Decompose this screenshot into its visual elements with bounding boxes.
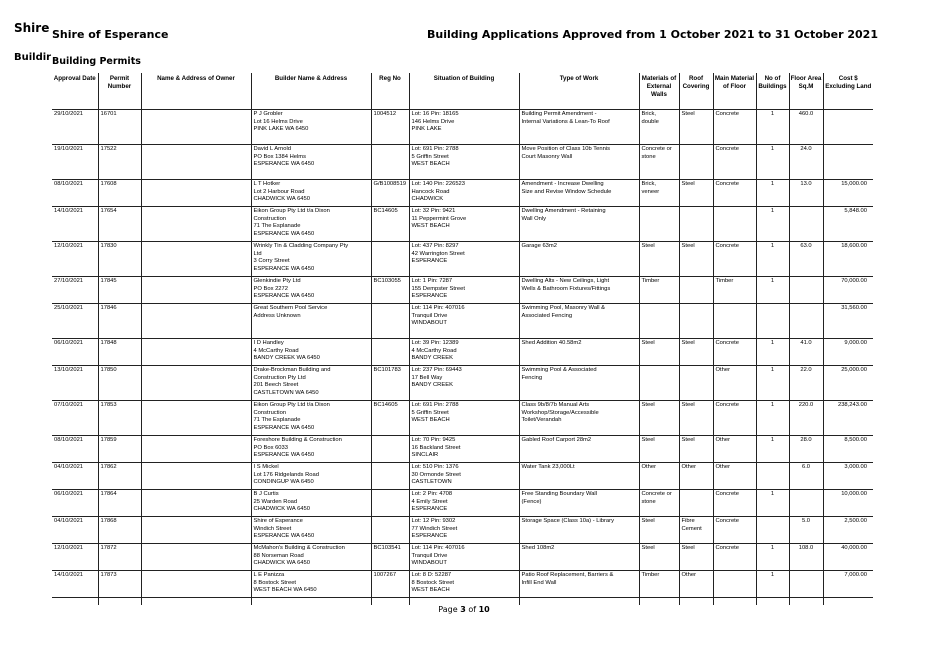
situation-cell: Lot: 70 Pin: 9425 16 Backland Street SINCLAIR <box>409 436 519 463</box>
permit-number-cell: 17522 <box>98 145 141 180</box>
situation-cell: Lot: 691 Pin: 2788 5 Griffin Street WEST BEACH <box>409 401 519 436</box>
cost-cell: 15,000.00 <box>823 180 873 207</box>
owner-cell <box>141 145 251 180</box>
external-walls-cell <box>639 304 679 339</box>
approval-date-cell: 13/10/2021 <box>52 366 98 401</box>
floor-material-cell: Concrete <box>713 145 756 180</box>
no-buildings-cell: 1 <box>756 207 789 242</box>
no-buildings-cell <box>756 463 789 490</box>
col-permit-number: Permit Number <box>98 73 141 110</box>
approval-date-cell: 14/10/2021 <box>52 571 98 598</box>
table-row <box>52 339 873 366</box>
empty-cell <box>679 598 713 605</box>
type-of-work-cell: Patio Roof Replacement, Barriers & Infill End Wall <box>519 571 639 598</box>
approval-date-cell: 12/10/2021 <box>52 544 98 571</box>
permit-number-cell: 17846 <box>98 304 141 339</box>
approval-date-cell: 08/10/2021 <box>52 180 98 207</box>
owner-cell <box>141 242 251 277</box>
roof-covering-cell <box>679 304 713 339</box>
owner-cell <box>141 436 251 463</box>
type-of-work-cell: Swimming Pool, Masonry Wall & Associated Fencing <box>519 304 639 339</box>
col-type-of-work: Type of Work <box>519 73 639 110</box>
reg-no-cell: G/B1008519 <box>371 180 409 207</box>
permit-number-cell: 17853 <box>98 401 141 436</box>
external-walls-cell: Steel <box>639 242 679 277</box>
cost-cell: 25,000.00 <box>823 366 873 401</box>
reg-no-cell: BC14605 <box>371 401 409 436</box>
situation-cell: Lot: 437 Pin: 8297 42 Warrington Street ESPERANCE <box>409 242 519 277</box>
approval-date-cell: 19/10/2021 <box>52 145 98 180</box>
floor-area-cell: 5.0 <box>789 517 823 544</box>
floor-area-cell: 28.0 <box>789 436 823 463</box>
roof-covering-cell: Other <box>679 463 713 490</box>
table-row <box>52 544 873 571</box>
external-walls-cell: Steel <box>639 436 679 463</box>
approval-date-cell: 04/10/2021 <box>52 517 98 544</box>
no-buildings-cell <box>756 304 789 339</box>
page-current: 3 <box>460 605 466 614</box>
empty-cell <box>639 598 679 605</box>
builder-cell: L E Panizza 8 Bostock Street WEST BEACH WA 6450 <box>251 571 371 598</box>
approval-date-cell: 25/10/2021 <box>52 304 98 339</box>
builder-cell: P J Grobler Lot 16 Helms Drive PINK LAKE WA 6450 <box>251 110 371 145</box>
floor-material-cell: Timber <box>713 277 756 304</box>
external-walls-cell: Steel <box>639 339 679 366</box>
cost-cell: 9,000.00 <box>823 339 873 366</box>
no-buildings-cell: 1 <box>756 180 789 207</box>
reg-no-cell: BC14605 <box>371 207 409 242</box>
external-walls-cell: Concrete or stone <box>639 490 679 517</box>
floor-area-cell: 108.0 <box>789 544 823 571</box>
builder-cell: Shire of Esperance Windich Street ESPERANCE WA 6450 <box>251 517 371 544</box>
no-buildings-cell: 1 <box>756 366 789 401</box>
type-of-work-cell: Gabled Roof Carport 28m2 <box>519 436 639 463</box>
roof-covering-cell: Steel <box>679 339 713 366</box>
reg-no-cell <box>371 517 409 544</box>
cost-cell: 5,848.00 <box>823 207 873 242</box>
table-row <box>52 436 873 463</box>
permits-table-wrapper <box>52 73 873 605</box>
approval-date-cell: 04/10/2021 <box>52 463 98 490</box>
roof-covering-cell <box>679 366 713 401</box>
external-walls-cell: Timber <box>639 571 679 598</box>
table-row <box>52 463 873 490</box>
owner-cell <box>141 463 251 490</box>
floor-material-cell <box>713 304 756 339</box>
situation-cell: Lot: 114 Pin: 407016 Tranquil Drive WINDABOUT <box>409 544 519 571</box>
approval-date-cell: 12/10/2021 <box>52 242 98 277</box>
builder-cell: David L Arnold PO Box 1384 Helms ESPERANCE WA 6450 <box>251 145 371 180</box>
reg-no-cell <box>371 145 409 180</box>
reg-no-cell: 1007267 <box>371 571 409 598</box>
col-roof-covering: Roof Covering <box>679 73 713 110</box>
roof-covering-cell <box>679 277 713 304</box>
permit-number-cell: 17872 <box>98 544 141 571</box>
situation-cell: Lot: 691 Pin: 2788 5 Griffin Street WEST BEACH <box>409 145 519 180</box>
situation-cell: Lot: 510 Pin: 1376 30 Ormonde Street CASTLETOWN <box>409 463 519 490</box>
cost-cell: 238,243.00 <box>823 401 873 436</box>
reg-no-cell: BC101783 <box>371 366 409 401</box>
no-buildings-cell: 1 <box>756 571 789 598</box>
situation-cell: Lot: 39 Pin: 12389 4 McCarthy Road BANDY CREEK <box>409 339 519 366</box>
cost-cell: 31,560.00 <box>823 304 873 339</box>
page-total: 10 <box>478 605 490 614</box>
empty-cell <box>409 598 519 605</box>
floor-area-cell <box>789 304 823 339</box>
builder-cell: Great Southern Pool Service Address Unknown <box>251 304 371 339</box>
empty-cell <box>52 598 98 605</box>
roof-covering-cell: Other <box>679 571 713 598</box>
type-of-work-cell: Storage Space (Class 10a) - Library <box>519 517 639 544</box>
external-walls-cell: Steel <box>639 544 679 571</box>
table-row <box>52 517 873 544</box>
situation-cell: Lot: 2 Pin: 4708 4 Emily Street ESPERANCE <box>409 490 519 517</box>
empty-cell <box>251 598 371 605</box>
builder-cell: I D Handley 4 McCarthy Road BANDY CREEK WA 6450 <box>251 339 371 366</box>
type-of-work-cell: Class 9b/8/7b Manual Arts Workshop/Storage/Accessible Toilet/Verandah <box>519 401 639 436</box>
floor-area-cell: 41.0 <box>789 339 823 366</box>
external-walls-cell: Brick, double <box>639 110 679 145</box>
owner-cell <box>141 180 251 207</box>
owner-cell <box>141 277 251 304</box>
table-row <box>52 366 873 401</box>
builder-cell: Wrinkly Tin & Cladding Company Pty Ltd 3 Corry Street ESPERANCE WA 6450 <box>251 242 371 277</box>
builder-cell: McMahon's Building & Construction 88 Norseman Road CHADWICK WA 6450 <box>251 544 371 571</box>
floor-area-cell <box>789 490 823 517</box>
external-walls-cell: Steel <box>639 401 679 436</box>
no-buildings-cell: 1 <box>756 145 789 180</box>
floor-material-cell: Concrete <box>713 110 756 145</box>
permit-number-cell: 17868 <box>98 517 141 544</box>
reg-no-cell <box>371 463 409 490</box>
type-of-work-cell: Shed 108m2 <box>519 544 639 571</box>
external-walls-cell <box>639 207 679 242</box>
reg-no-cell <box>371 490 409 517</box>
type-of-work-cell: Building Permit Amendment - Internal Variations & Lean-To Roof <box>519 110 639 145</box>
floor-material-cell: Concrete <box>713 180 756 207</box>
permit-number-cell: 17608 <box>98 180 141 207</box>
type-of-work-cell: Dwelling Amendment - Retaining Wall Only <box>519 207 639 242</box>
empty-cell <box>519 598 639 605</box>
col-external-walls: Materials of External Walls <box>639 73 679 110</box>
roof-covering-cell: Steel <box>679 436 713 463</box>
approval-date-cell: 29/10/2021 <box>52 110 98 145</box>
empty-cell <box>98 598 141 605</box>
report-title: Building Applications Approved from 1 October 2021 to 31 October 2021 <box>427 28 878 41</box>
no-buildings-cell: 1 <box>756 277 789 304</box>
permit-number-cell: 17850 <box>98 366 141 401</box>
type-of-work-cell: Water Tank 23,000Lt <box>519 463 639 490</box>
roof-covering-cell: Steel <box>679 544 713 571</box>
approval-date-cell: 07/10/2021 <box>52 401 98 436</box>
reg-no-cell <box>371 339 409 366</box>
floor-material-cell: Other <box>713 436 756 463</box>
floor-material-cell: Concrete <box>713 401 756 436</box>
table-row <box>52 110 873 145</box>
external-walls-cell: Steel <box>639 517 679 544</box>
empty-cell <box>371 598 409 605</box>
situation-cell: Lot: 237 Pin: 69443 17 Bell Way BANDY CREEK <box>409 366 519 401</box>
col-approval-date: Approval Date <box>52 73 98 110</box>
floor-area-cell <box>789 571 823 598</box>
roof-covering-cell: Steel <box>679 401 713 436</box>
type-of-work-cell: Shed Addition 40.58m2 <box>519 339 639 366</box>
cost-cell <box>823 145 873 180</box>
no-buildings-cell: 1 <box>756 436 789 463</box>
table-row-empty <box>52 598 873 605</box>
approval-date-cell: 14/10/2021 <box>52 207 98 242</box>
type-of-work-cell: Free Standing Boundary Wall (Fence) <box>519 490 639 517</box>
cost-cell: 70,000.00 <box>823 277 873 304</box>
cost-cell: 7,000.00 <box>823 571 873 598</box>
permit-number-cell: 17845 <box>98 277 141 304</box>
empty-cell <box>756 598 789 605</box>
roof-covering-cell <box>679 207 713 242</box>
owner-cell <box>141 366 251 401</box>
table-row <box>52 304 873 339</box>
floor-material-cell <box>713 571 756 598</box>
floor-material-cell: Other <box>713 463 756 490</box>
cost-cell: 2,500.00 <box>823 517 873 544</box>
floor-material-cell: Concrete <box>713 339 756 366</box>
col-no-buildings: No of Buildings <box>756 73 789 110</box>
builder-cell: I S Mickel Lot 176 Ridgelands Road CONDINGUP WA 6450 <box>251 463 371 490</box>
table-row <box>52 490 873 517</box>
roof-covering-cell: Steel <box>679 110 713 145</box>
reg-no-cell <box>371 436 409 463</box>
permits-table <box>52 73 873 605</box>
table-row <box>52 277 873 304</box>
no-buildings-cell: 1 <box>756 401 789 436</box>
situation-cell: Lot: 1 Pin: 7287 155 Dempster Street ESPERANCE <box>409 277 519 304</box>
reg-no-cell <box>371 304 409 339</box>
empty-cell <box>141 598 251 605</box>
floor-area-cell <box>789 207 823 242</box>
col-builder: Builder Name & Address <box>251 73 371 110</box>
cost-cell: 40,000.00 <box>823 544 873 571</box>
col-floor-area: Floor Area Sq.M <box>789 73 823 110</box>
owner-cell <box>141 571 251 598</box>
floor-material-cell: Concrete <box>713 544 756 571</box>
section-title: Building Permits <box>52 56 141 67</box>
builder-cell: B J Curtis 25 Warden Road CHADWICK WA 6450 <box>251 490 371 517</box>
owner-cell <box>141 304 251 339</box>
no-buildings-cell: 1 <box>756 544 789 571</box>
table-header-row <box>52 73 873 110</box>
no-buildings-cell <box>756 517 789 544</box>
cost-cell: 18,600.00 <box>823 242 873 277</box>
permit-number-cell: 17654 <box>98 207 141 242</box>
external-walls-cell: Brick, veneer <box>639 180 679 207</box>
permit-number-cell: 17873 <box>98 571 141 598</box>
col-situation: Situation of Building <box>409 73 519 110</box>
floor-area-cell: 63.0 <box>789 242 823 277</box>
permit-number-cell: 17864 <box>98 490 141 517</box>
col-owner: Name & Address of Owner <box>141 73 251 110</box>
floor-material-cell: Concrete <box>713 242 756 277</box>
col-floor-material: Main Material of Floor <box>713 73 756 110</box>
cost-cell <box>823 110 873 145</box>
table-row <box>52 145 873 180</box>
table-row <box>52 180 873 207</box>
empty-cell <box>823 598 873 605</box>
roof-covering-cell <box>679 145 713 180</box>
external-walls-cell <box>639 366 679 401</box>
owner-cell <box>141 490 251 517</box>
type-of-work-cell: Amendment - Increase Dwelling Size and Revise Window Schedule <box>519 180 639 207</box>
external-walls-cell: Timber <box>639 277 679 304</box>
floor-area-cell: 13.0 <box>789 180 823 207</box>
floor-material-cell: Concrete <box>713 490 756 517</box>
page-prefix: Page <box>438 605 461 614</box>
approval-date-cell: 27/10/2021 <box>52 277 98 304</box>
type-of-work-cell: Dwelling Alts - New Ceilings, Light Wells & Bathroom Fixtures/Fittings <box>519 277 639 304</box>
approval-date-cell: 08/10/2021 <box>52 436 98 463</box>
page-middle: of <box>465 605 479 614</box>
page-footer <box>0 605 928 614</box>
builder-cell: L T Hotker Lot 2 Harbour Road CHADWICK WA 6450 <box>251 180 371 207</box>
table-row <box>52 242 873 277</box>
cost-cell: 3,000.00 <box>823 463 873 490</box>
col-cost: Cost $ Excluding Land <box>823 73 873 110</box>
type-of-work-cell: Garage 63m2 <box>519 242 639 277</box>
roof-covering-cell: Steel <box>679 242 713 277</box>
roof-covering-cell: Steel <box>679 180 713 207</box>
empty-cell <box>713 598 756 605</box>
floor-area-cell: 220.0 <box>789 401 823 436</box>
approval-date-cell: 06/10/2021 <box>52 339 98 366</box>
builder-cell: Eikon Group Pty Ltd t/a Dixon Construction 71 The Esplanade ESPERANCE WA 6450 <box>251 207 371 242</box>
roof-covering-cell <box>679 490 713 517</box>
situation-cell: Lot: 114 Pin: 407016 Tranquil Drive WINDABOUT <box>409 304 519 339</box>
no-buildings-cell: 1 <box>756 339 789 366</box>
no-buildings-cell: 1 <box>756 242 789 277</box>
table-row <box>52 401 873 436</box>
roof-covering-cell: Fibre Cement <box>679 517 713 544</box>
owner-cell <box>141 517 251 544</box>
owner-cell <box>141 544 251 571</box>
floor-material-cell <box>713 207 756 242</box>
permit-number-cell: 17862 <box>98 463 141 490</box>
no-buildings-cell: 1 <box>756 110 789 145</box>
external-walls-cell: Other <box>639 463 679 490</box>
reg-no-cell: BC103055 <box>371 277 409 304</box>
cost-cell: 10,000.00 <box>823 490 873 517</box>
permit-number-cell: 16701 <box>98 110 141 145</box>
floor-material-cell: Other <box>713 366 756 401</box>
table-row <box>52 207 873 242</box>
floor-area-cell: 22.0 <box>789 366 823 401</box>
approval-date-cell: 06/10/2021 <box>52 490 98 517</box>
builder-cell: Foreshore Building & Construction PO Box 6033 ESPERANCE WA 6450 <box>251 436 371 463</box>
builder-cell: Eikon Group Pty Ltd t/a Dixon Construction 71 The Esplanade ESPERANCE WA 6450 <box>251 401 371 436</box>
reg-no-cell <box>371 242 409 277</box>
situation-cell: Lot: 16 Pin: 18165 146 Helms Drive PINK LAKE <box>409 110 519 145</box>
type-of-work-cell: Move Position of Class 10b Tennis Court Masonry Wall <box>519 145 639 180</box>
floor-area-cell: 24.0 <box>789 145 823 180</box>
builder-cell: Drake-Brockman Building and Construction Pty Ltd 201 Beech Street CASTLETOWN WA 6450 <box>251 366 371 401</box>
situation-cell: Lot: 8 D: 52287 8 Bostock Street WEST BEACH <box>409 571 519 598</box>
header-stub-shire: Shire <box>14 21 50 35</box>
situation-cell: Lot: 140 Pin: 226523 Hancock Road CHADWICK <box>409 180 519 207</box>
no-buildings-cell: 1 <box>756 490 789 517</box>
permit-number-cell: 17859 <box>98 436 141 463</box>
floor-material-cell: Concrete <box>713 517 756 544</box>
header-stub-building: Buildir <box>14 52 52 63</box>
owner-cell <box>141 401 251 436</box>
owner-cell <box>141 207 251 242</box>
floor-area-cell <box>789 277 823 304</box>
situation-cell: Lot: 12 Pin: 9302 77 Windich Street ESPERANCE <box>409 517 519 544</box>
table-body <box>52 110 873 605</box>
permit-number-cell: 17830 <box>98 242 141 277</box>
situation-cell: Lot: 32 Pin: 9421 11 Peppermint Grove WEST BEACH <box>409 207 519 242</box>
reg-no-cell: 1004512 <box>371 110 409 145</box>
owner-cell <box>141 110 251 145</box>
builder-cell: Glenkindie Pty Ltd PO Box 2272 ESPERANCE WA 6450 <box>251 277 371 304</box>
reg-no-cell: BC103541 <box>371 544 409 571</box>
floor-area-cell: 460.0 <box>789 110 823 145</box>
owner-cell <box>141 339 251 366</box>
floor-area-cell: 6.0 <box>789 463 823 490</box>
external-walls-cell: Concrete or stone <box>639 145 679 180</box>
col-reg-no: Reg No <box>371 73 409 110</box>
table-row <box>52 571 873 598</box>
type-of-work-cell: Swimming Pool & Associated Fencing <box>519 366 639 401</box>
empty-cell <box>789 598 823 605</box>
cost-cell: 8,500.00 <box>823 436 873 463</box>
permit-number-cell: 17848 <box>98 339 141 366</box>
shire-name: Shire of Esperance <box>52 28 169 41</box>
